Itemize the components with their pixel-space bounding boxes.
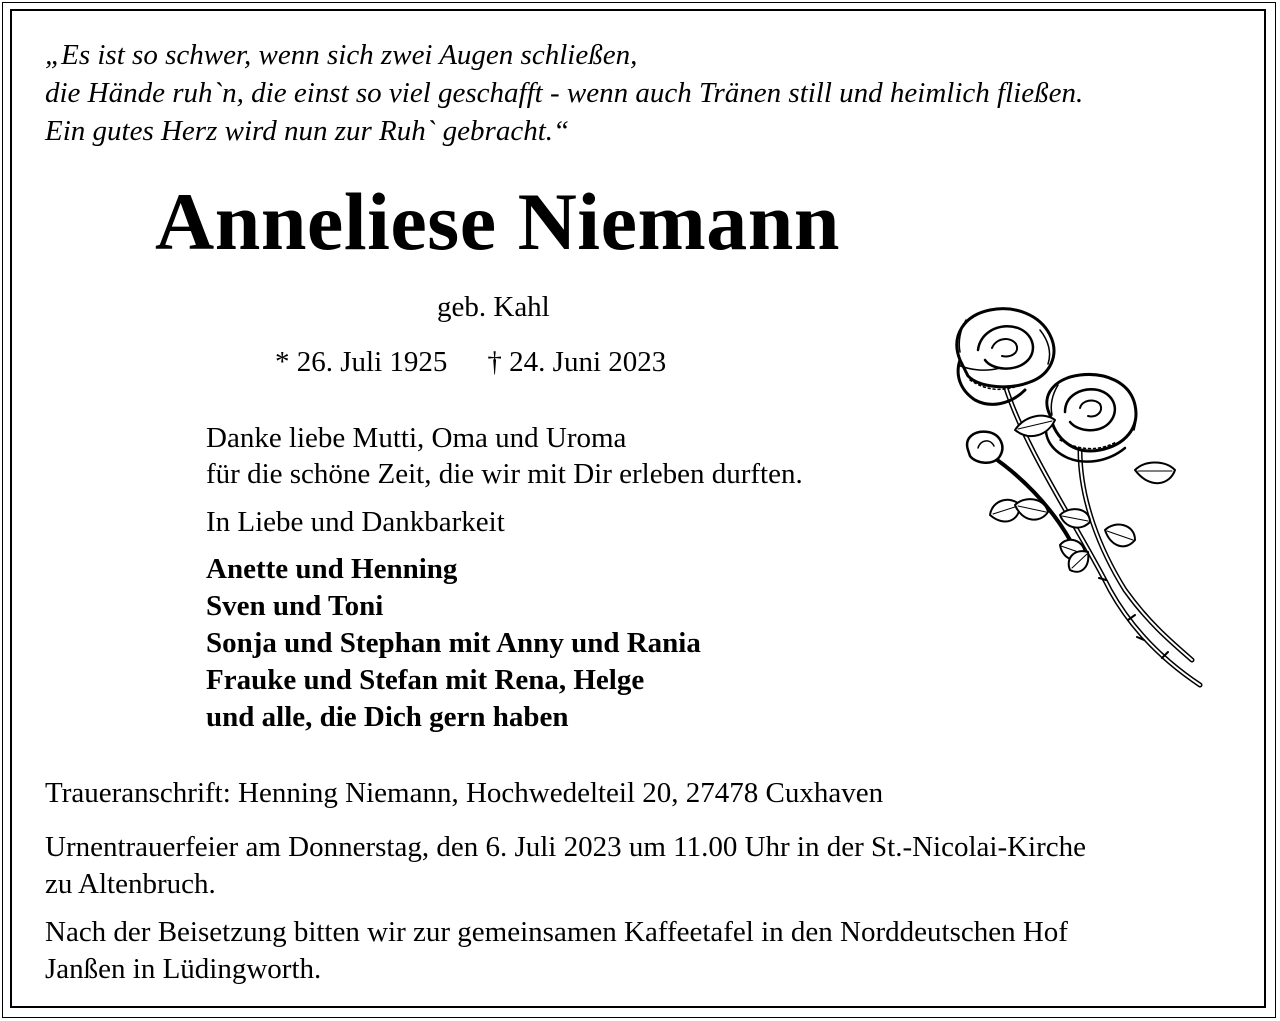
quote-line: die Hände ruh`n, die einst so viel geschafft - wenn auch Tränen still und heimlich fließen. <box>45 77 1084 109</box>
deceased-name: Anneliese Niemann <box>155 176 840 267</box>
ceremony-info <box>45 829 1086 903</box>
ceremony-line: zu Altenbruch. <box>45 868 216 900</box>
coffee-line: Janßen in Lüdingworth. <box>45 953 322 985</box>
coffee-line: Nach der Beisetzung bitten wir zur gemeinsamen Kaffeetafel in den Norddeutschen Hof <box>45 916 1068 948</box>
roses-illustration <box>930 290 1220 700</box>
thanks-line: Danke liebe Mutti, Oma und Uroma <box>206 422 627 454</box>
family-member: Frauke und Stefan mit Rena, Helge <box>206 664 645 696</box>
birth-date: * 26. Juli 1925 <box>275 346 448 378</box>
thanks-line: für die schöne Zeit, die wir mit Dir erleben durften. <box>206 458 803 490</box>
ceremony-line: Urnentrauerfeier am Donnerstag, den 6. Juli 2023 um 11.00 Uhr in der St.-Nicolai-Kirche <box>45 831 1087 863</box>
sign-intro: In Liebe und Dankbarkeit <box>206 506 505 538</box>
quote <box>45 36 1083 150</box>
mourning-address: Traueranschrift: Henning Niemann, Hochwedelteil 20, 27478 Cuxhaven <box>45 777 884 809</box>
family-member: Sven und Toni <box>206 590 384 622</box>
quote-line: Ein gutes Herz wird nun zur Ruh` gebracht.“ <box>45 115 570 147</box>
maiden-name: geb. Kahl <box>437 291 550 323</box>
life-dates <box>275 345 666 379</box>
quote-line: „Es ist so schwer, wenn sich zwei Augen schließen, <box>45 39 638 71</box>
coffee-reception-info <box>45 914 1068 988</box>
family-member: Anette und Henning <box>206 553 458 585</box>
family-list <box>206 551 701 736</box>
family-member: Sonja und Stephan mit Anny und Rania <box>206 627 701 659</box>
thanks-text <box>206 420 803 492</box>
death-date: † 24. Juni 2023 <box>487 346 667 378</box>
family-member: und alle, die Dich gern haben <box>206 701 569 733</box>
